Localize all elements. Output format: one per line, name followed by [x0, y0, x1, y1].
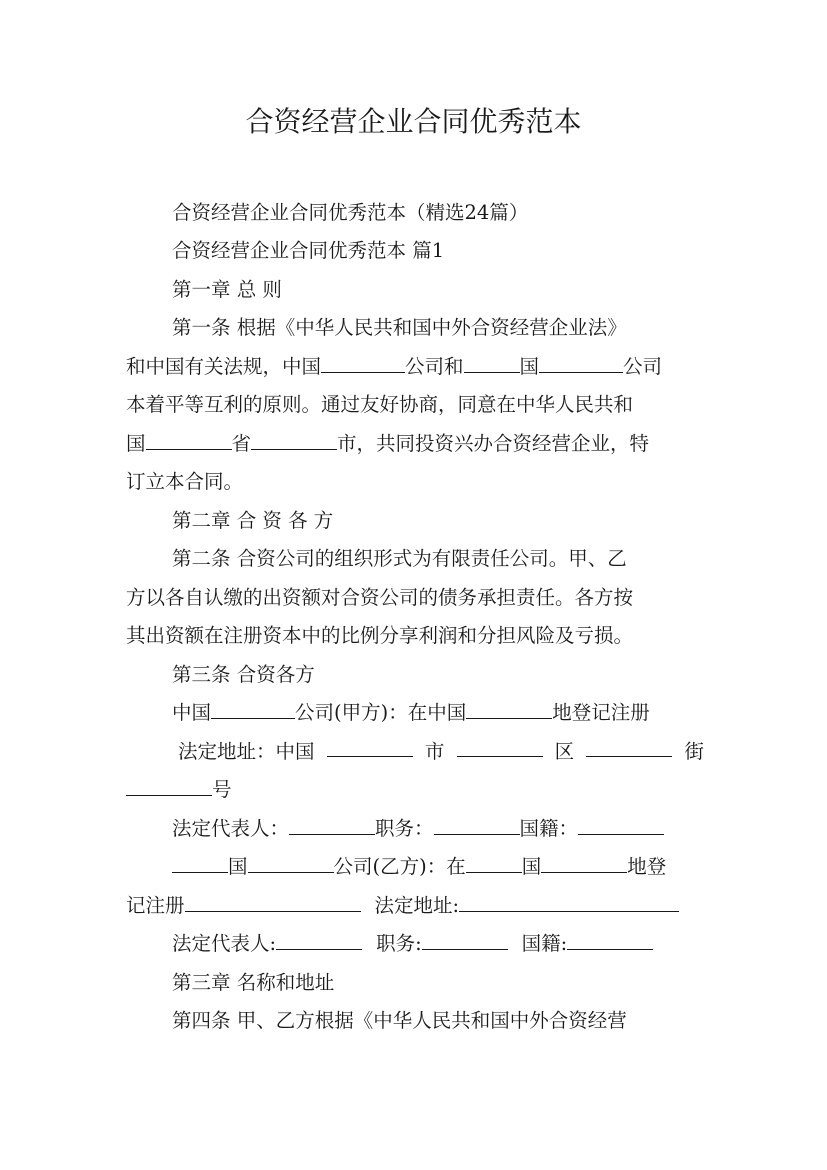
chapter-heading: 第三章 名称和地址 — [172, 971, 335, 994]
text-segment: 公司 — [623, 355, 663, 378]
fill-in-blank — [586, 738, 672, 757]
paragraph-line: 合资经营企业合同优秀范本 篇1 — [172, 239, 445, 262]
text-segment: 法定地址: — [374, 894, 460, 917]
text-segment: 街 — [684, 740, 704, 763]
text-segment: 公司(甲方)：在中国 — [295, 701, 467, 724]
fill-in-blank — [466, 854, 522, 873]
text-segment: 省 — [231, 432, 252, 455]
fill-in-blank — [578, 816, 664, 835]
paragraph-line: 第一条 根据《中华人民共和国中外合资经营企业法》 — [172, 316, 627, 339]
text-segment: 中国 — [172, 701, 212, 724]
paragraph-line: 第二条 合资公司的组织形式为有限责任公司。甲、乙 — [172, 547, 627, 570]
fill-in-blank — [146, 431, 232, 450]
text-segment: 职务: — [376, 932, 422, 955]
text-segment: 国籍: — [521, 932, 568, 955]
paragraph-line: 本着平等互利的原则。通过友好协商，同意在中华人民共和 — [126, 393, 634, 416]
text-segment: 法定代表人： — [172, 817, 290, 840]
text-segment: 国籍： — [519, 817, 579, 840]
fill-in-blank — [464, 354, 520, 373]
paragraph-line — [126, 776, 704, 804]
fill-in-blank — [276, 931, 362, 950]
fill-in-blank — [327, 738, 413, 757]
text-segment: 法定地址：中国 — [178, 740, 315, 763]
paragraph-line — [172, 930, 704, 958]
paragraph-line — [126, 353, 704, 381]
fill-in-blank — [434, 816, 520, 835]
fill-in-blank — [172, 854, 228, 873]
text-segment: 市，共同投资兴办合资经营企业，特 — [337, 432, 650, 455]
paragraph-line — [126, 430, 704, 458]
text-segment: 职务： — [375, 817, 434, 840]
chapter-heading: 第二章 合 资 各 方 — [172, 509, 334, 532]
fill-in-blank — [459, 893, 679, 912]
text-segment: 公司(乙方)：在 — [333, 855, 466, 878]
text-segment: 国 — [126, 432, 146, 455]
fill-in-blank — [126, 777, 212, 796]
paragraph-line: 方以各自认缴的出资额对合资公司的债务承担责任。各方按 — [126, 586, 634, 609]
text-segment: 国 — [228, 855, 248, 878]
fill-in-blank — [541, 854, 627, 873]
text-segment: 国 — [519, 355, 540, 378]
paragraph-line — [126, 892, 704, 920]
text-segment: 号 — [212, 778, 232, 801]
paragraph-line — [178, 738, 704, 766]
text-segment: 法定代表人: — [172, 932, 277, 955]
chapter-heading: 第一章 总 则 — [172, 278, 282, 301]
text-segment: 地登 — [627, 855, 667, 878]
article-heading: 第三条 合资各方 — [172, 663, 315, 686]
fill-in-blank — [289, 816, 375, 835]
paragraph-line: 其出资额在注册资本中的比例分享利润和分担风险及亏损。 — [126, 624, 634, 647]
text-segment: 市 — [424, 740, 445, 763]
fill-in-blank — [211, 700, 295, 719]
paragraph-line: 订立本合同。 — [126, 470, 244, 493]
paragraph-line — [172, 815, 704, 843]
paragraph-line: 第四条 甲、乙方根据《中华人民共和国中外合资经营 — [172, 1009, 627, 1032]
fill-in-blank — [321, 354, 405, 373]
paragraph-line — [172, 853, 704, 881]
text-segment: 国 — [521, 855, 542, 878]
fill-in-blank — [457, 738, 543, 757]
fill-in-blank — [567, 931, 653, 950]
fill-in-blank — [251, 431, 337, 450]
document-title: 合资经营企业合同优秀范本 — [245, 105, 582, 138]
fill-in-blank — [422, 931, 508, 950]
text-segment: 公司和 — [405, 355, 464, 378]
text-segment: 区 — [554, 740, 575, 763]
fill-in-blank — [248, 854, 334, 873]
fill-in-blank — [466, 700, 552, 719]
fill-in-blank — [539, 354, 623, 373]
text-segment: 记注册 — [126, 894, 185, 917]
text-segment: 地登记注册 — [552, 701, 650, 724]
paragraph-line — [172, 699, 704, 727]
fill-in-blank — [185, 893, 361, 912]
text-segment: 和中国有关法规，中国 — [126, 355, 322, 378]
paragraph-line: 合资经营企业合同优秀范本（精选24篇） — [172, 201, 529, 224]
